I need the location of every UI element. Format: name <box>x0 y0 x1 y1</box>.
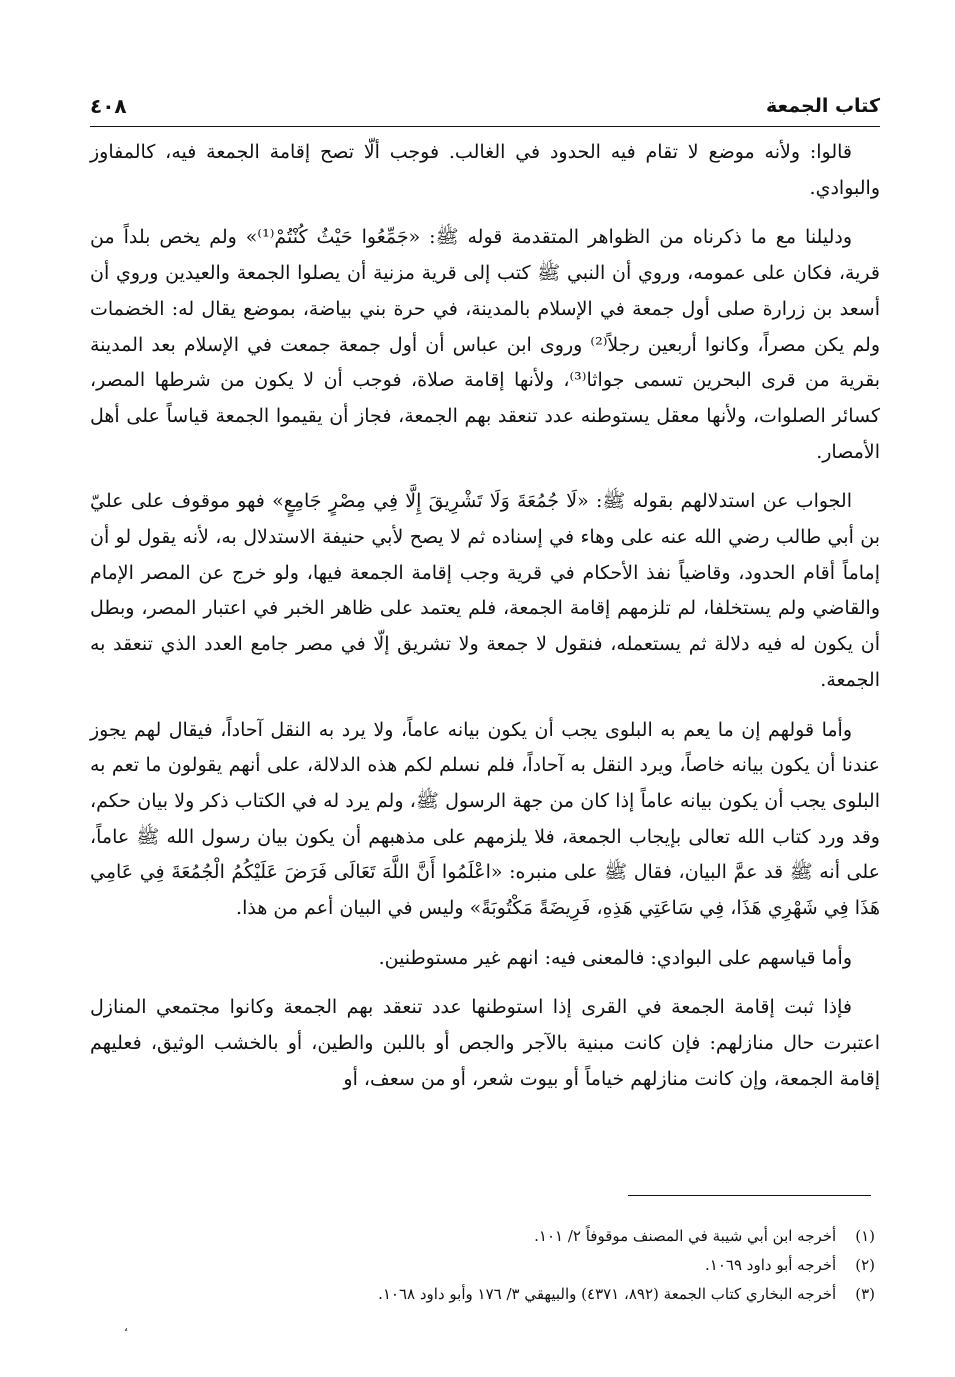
footnote-number: (١) <box>855 1227 875 1245</box>
body-text <box>90 135 880 1098</box>
footnote-text: أخرجه البخاري كتاب الجمعة (٨٩٢، ٤٣٧١) والبيهقي ٣/ ١٧٦ وأبو داود ١٠٦٨. <box>378 1285 837 1303</box>
footnote <box>230 1251 875 1280</box>
paragraph: وأما قياسهم على البوادي: فالمعنى فيه: انهم غير مستوطنين. <box>378 946 852 969</box>
footnotes <box>230 1222 875 1309</box>
footnote-separator <box>628 1195 871 1196</box>
footnote <box>230 1222 875 1251</box>
paragraph: الجواب عن استدلالهم بقوله ﷺ: «لَا جُمُعَةَ وَلَا تَشْرِيقَ إِلَّا فِي مِصْرٍ جَامِعٍ» فهو موقوف على عليّ بن أبي طالب رضي الله عنه على وهاء في إسناده ثم لا يصح لأبي حنيفة الاستدلال به، لأنه يقول لو أن إماماً أقام الحدود، وقاضياً نفذ الأحكام في قرية وجب إقامة الجمعة فيها، ولو خرج عن المصر الإمام والقاضي ولم يستخلفا، لم تلزمهم إقامة الجمعة، فلم يعتمد على ظاهر الخبر في اعتبار المصر، وبطل أن يكون له فيه دلالة ثم يستعمله، فنقول لا جمعة ولا تشريق إلّا في مصر جامع العدد الذي تنعقد به الجمعة. <box>90 490 880 691</box>
paragraph: فإذا ثبت إقامة الجمعة في القرى إذا استوطنها عدد تنعقد بهم الجمعة وكانوا مجتمعي المنازل اعتبرت حال منازلهم: فإن كانت مبنية بالآجر والجص أو باللبن والطين، أو بالخشب الوثيق، فعليهم إقامة الجمعة، وإن كانت منازلهم خياماً أو بيوت شعر، أو من سعف، أو <box>90 996 880 1090</box>
footnote <box>230 1280 875 1309</box>
footnote-text: أخرجه ابن أبي شيبة في المصنف موقوفاً ٢/ ١٠١. <box>534 1227 837 1245</box>
page-number: ٤٠٨ <box>90 94 127 118</box>
page <box>90 86 880 1112</box>
running-header <box>90 86 880 127</box>
paragraph: ودليلنا مع ما ذكرناه من الظواهر المتقدمة قوله ﷺ: «جَمِّعُوا حَيْثُ كُنْتُمْ⁽¹⁾» ولم يخص بلداً من قرية، فكان على عمومه، وروي أن النبي ﷺ كتب إلى قرية مزنية أن يصلوا الجمعة والعيدين وروي أن أسعد بن زرارة صلى أول جمعة في الإسلام بالمدينة، في حرة بني بياضة، بموضع يقال له: الخضمات ولم يكن مصراً، وكانوا أربعين رجلاً⁽²⁾ وروى ابن عباس أن أول جمعة جمعت في الإسلام بعد المدينة بقرية من قرى البحرين تسمى جواثا⁽³⁾، ولأنها إقامة صلاة، فوجب أن لا يكون من شرطها المصر، كسائر الصلوات، ولأنها معقل يستوطنه عدد تنعقد بهم الجمعة، فجاز أن يقيموا الجمعة قياساً على أهل الأمصار. <box>90 226 881 463</box>
running-title: كتاب الجمعة <box>766 95 880 117</box>
paragraph: وأما قولهم إن ما يعم به البلوى يجب أن يكون بيانه عاماً، ولا يرد به النقل آحاداً، فيقال لهم يجوز عندنا أن يكون بيانه خاصاً، ويرد النقل به آحاداً، فلم نسلم لكم هذه الدلالة، على أنهم يقولون ما تعم به البلوى يجب أن يكون بيانه عاماً إذا كان من جهة الرسول ﷺ، ولم يرد له في الكتاب ذكر ولا بيان حكم، وقد ورد كتاب الله تعالى بإيجاب الجمعة، فلا يلزمهم على مذهبهم أن يكون بيان رسول الله ﷺ عاماً، على أنه ﷺ قد عمَّ البيان، فقال ﷺ على منبره: «اعْلَمُوا أَنَّ اللَّهَ تَعَالَى فَرَضَ عَلَيْكُمُ الْجُمُعَةَ فِي عَامِي هَذَا فِي شَهْرِي هَذَا، فِي سَاعَتِي هَذِهِ، فَرِيضَةً مَكْتُوبَةً» وليس في البيان أعم من هذا. <box>90 718 880 920</box>
footnote-text: أخرجه أبو داود ١٠٦٩. <box>705 1256 837 1274</box>
paragraph: قالوا: ولأنه موضع لا تقام فيه الحدود في الغالب. فوجب ألّا تصح إقامة الجمعة فيه، كالمفاوز والبوادي. <box>90 141 880 199</box>
footnote-number: (٢) <box>855 1256 875 1274</box>
footnote-number: (٣) <box>855 1285 875 1303</box>
stray-mark: ، <box>124 1320 128 1334</box>
